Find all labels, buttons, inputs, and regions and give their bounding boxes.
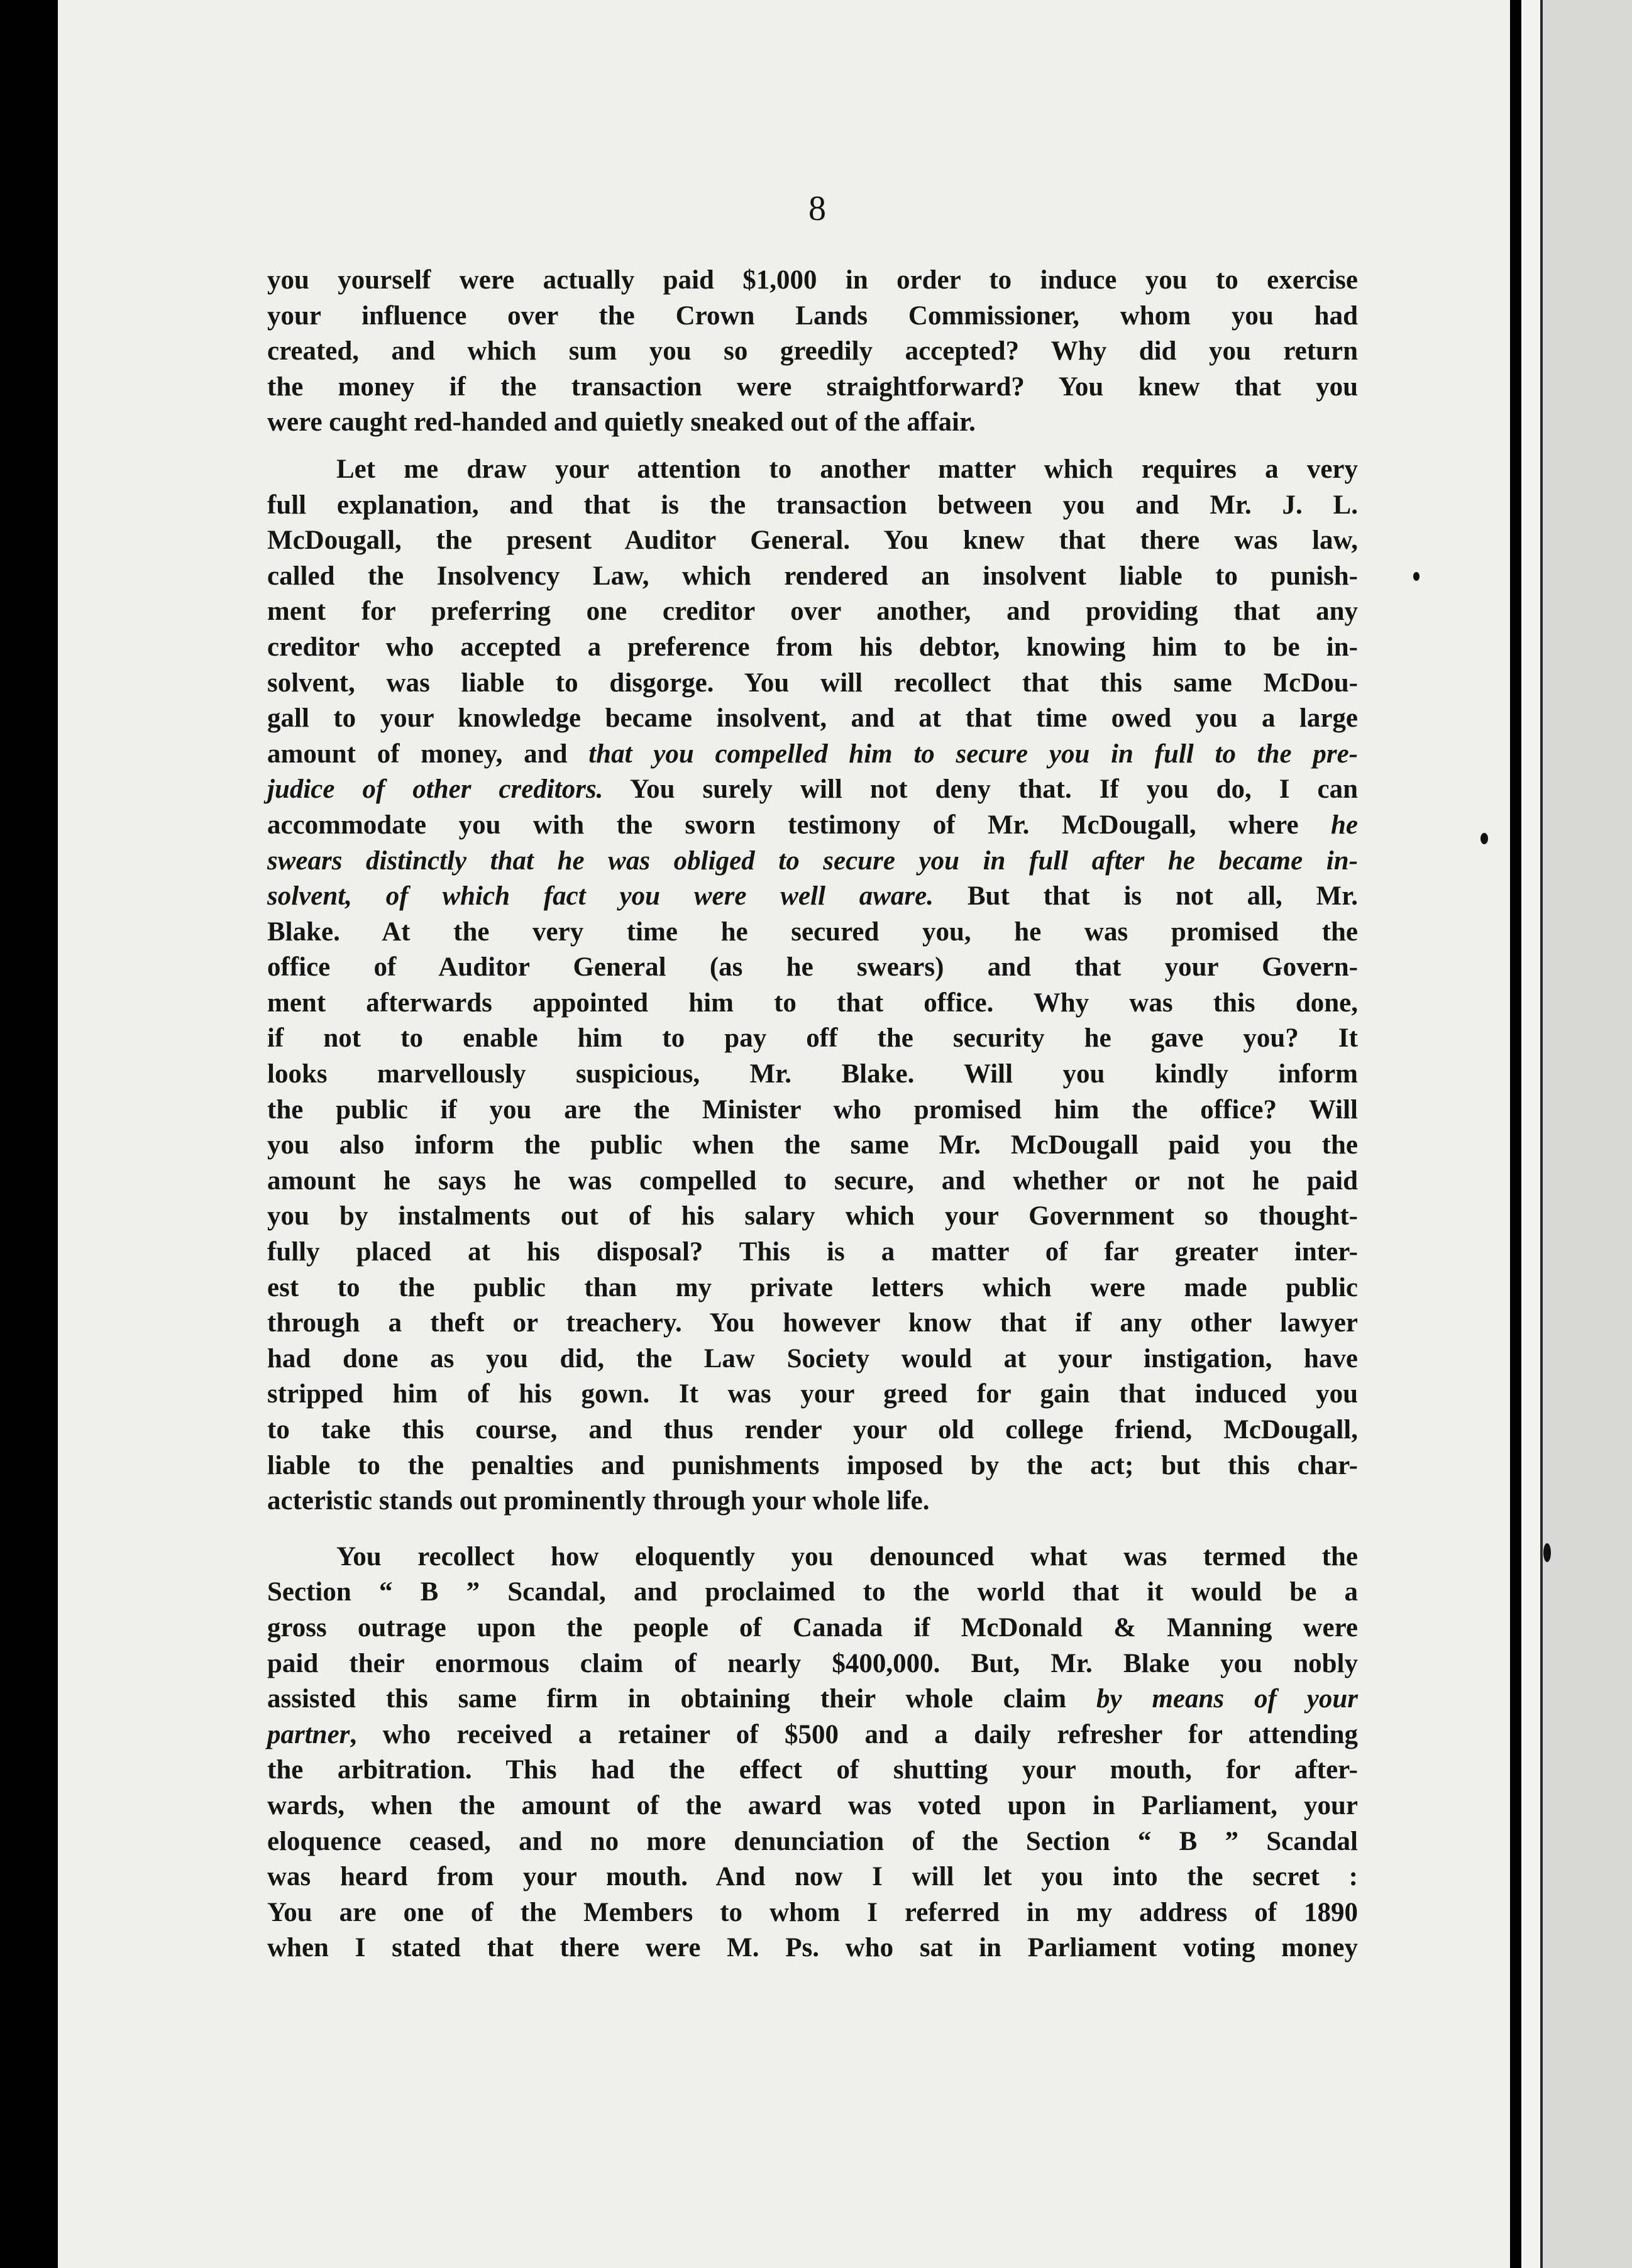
- text-line: the arbitration. This had the effect of shutting your mouth, for after-: [267, 1755, 1358, 1785]
- text-line: Blake. At the very time he secured you, he was promised the: [267, 917, 1358, 947]
- paragraph: [267, 263, 1358, 441]
- italic-text: that you compelled him to secure you in full to the pre-: [588, 739, 1358, 769]
- text-run: But that is not all, Mr.: [934, 881, 1359, 911]
- text-run: You surely will not deny that. If you do, I can: [603, 774, 1358, 805]
- text-line: was heard from your mouth. And now I will let you into the secret :: [267, 1862, 1358, 1892]
- text-line: looks marvellously suspicious, Mr. Blake. Will you kindly inform: [267, 1059, 1358, 1089]
- next-page-border: [1540, 0, 1543, 2268]
- text-line: fully placed at his disposal? This is a matter of far greater inter-: [267, 1237, 1358, 1267]
- page-fold-shadow: [1510, 0, 1521, 2268]
- italic-text: swears distinctly that he was obliged to secure you in full after he became in-: [267, 845, 1358, 876]
- text-line: if not to enable him to pay off the security he gave you? It: [267, 1023, 1358, 1054]
- next-page-sliver: [1521, 0, 1540, 2268]
- text-line: Section “ B ” Scandal, and proclaimed to the world that it would be a: [267, 1577, 1358, 1607]
- text-line: ment for preferring one creditor over another, and providing that any: [267, 597, 1358, 627]
- text-line: had done as you did, the Law Society would at your instigation, have: [267, 1343, 1358, 1373]
- text-line: paid their enormous claim of nearly $400,000. But, Mr. Blake you nobly: [267, 1648, 1358, 1678]
- text-line: You recollect how eloquently you denounced what was termed the: [336, 1541, 1358, 1572]
- text-run: assisted this same firm in obtaining their whole claim: [267, 1684, 1096, 1714]
- text-line: created, and which sum you so greedily accepted? Why did you return: [267, 336, 1358, 366]
- text-line: est to the public than my private letters which were made public: [267, 1272, 1358, 1302]
- text-line: ment afterwards appointed him to that office. Why was this done,: [267, 988, 1358, 1018]
- text-line: wards, when the amount of the award was voted upon in Parliament, your: [267, 1790, 1358, 1820]
- paragraph: [267, 1539, 1358, 1966]
- text-line: when I stated that there were M. Ps. who sat in Parliament voting money: [267, 1933, 1358, 1963]
- text-line: [267, 879, 1358, 915]
- text-line: you by instalments out of his salary which your Government so thought-: [267, 1201, 1358, 1231]
- page-number: 8: [808, 189, 826, 228]
- text-line: [267, 808, 1358, 844]
- text-line: liable to the penalties and punishments imposed by the act; but this char-: [267, 1450, 1358, 1480]
- text-line: full explanation, and that is the transaction between you and Mr. J. L.: [267, 490, 1358, 520]
- text-line: creditor who accepted a preference from his debtor, knowing him to be in-: [267, 632, 1358, 662]
- text-line: office of Auditor General (as he swears) and that your Govern-: [267, 952, 1358, 983]
- text-line: you also inform the public when the same Mr. McDougall paid you the: [267, 1130, 1358, 1160]
- text-line: the public if you are the Minister who promised him the office? Will: [267, 1094, 1358, 1125]
- paragraph: [267, 452, 1358, 1519]
- text-line: gall to your knowledge became insolvent, and at that time owed you a large: [267, 703, 1358, 734]
- text-line: acteristic stands out prominently through your whole life.: [267, 1486, 930, 1516]
- text-run: accommodate you with the sworn testimony of Mr. McDougall, where: [267, 810, 1331, 840]
- italic-text: judice of other creditors.: [267, 774, 604, 805]
- ink-speck: [1413, 572, 1420, 581]
- text-line: called the Insolvency Law, which rendered an insolvent liable to punish-: [267, 561, 1358, 591]
- text-run: amount of money, and: [267, 739, 589, 769]
- text-line: to take this course, and thus render your old college friend, McDougall,: [267, 1415, 1358, 1445]
- ink-speck: [1480, 833, 1488, 844]
- text-run: , who received a retainer of $500 and a daily refresher for attending: [350, 1719, 1358, 1749]
- italic-text: partner: [267, 1719, 350, 1749]
- text-line: through a theft or treachery. You however know that if any other lawyer: [267, 1308, 1358, 1338]
- text-line: were caught red-handed and quietly sneaked out of the affair.: [267, 407, 976, 438]
- text-line: solvent, was liable to disgorge. You will recollect that this same McDou-: [267, 668, 1358, 698]
- ink-speck: [1543, 1543, 1551, 1562]
- text-line: [267, 1717, 1358, 1753]
- text-line: gross outrage upon the people of Canada if McDonald & Manning were: [267, 1612, 1358, 1643]
- adjacent-page-edge: [1510, 0, 1632, 2268]
- text-line: your influence over the Crown Lands Commissioner, whom you had: [267, 300, 1358, 331]
- italic-text: he: [1331, 810, 1358, 840]
- text-line: amount he says he was compelled to secure, and whether or not he paid: [267, 1165, 1358, 1196]
- text-line: the money if the transaction were straightforward? You knew that you: [267, 372, 1358, 402]
- text-line: You are one of the Members to whom I referred in my address of 1890: [267, 1897, 1358, 1927]
- text-line: [267, 844, 1358, 879]
- text-line: [267, 1682, 1358, 1717]
- text-line: McDougall, the present Auditor General. You knew that there was law,: [267, 526, 1358, 556]
- text-line: Let me draw your attention to another matter which requires a very: [336, 454, 1358, 484]
- text-line: [267, 772, 1358, 808]
- text-line: [267, 737, 1358, 773]
- text-line: you yourself were actually paid $1,000 in order to induce you to exercise: [267, 265, 1358, 295]
- italic-text: by means of your: [1096, 1684, 1358, 1714]
- text-line: stripped him of his gown. It was your greed for gain that induced you: [267, 1379, 1358, 1409]
- text-line: eloquence ceased, and no more denunciation of the Section “ B ” Scandal: [267, 1826, 1358, 1856]
- italic-text: solvent, of which fact you were well aware.: [267, 881, 934, 911]
- body-text: [267, 263, 1358, 1966]
